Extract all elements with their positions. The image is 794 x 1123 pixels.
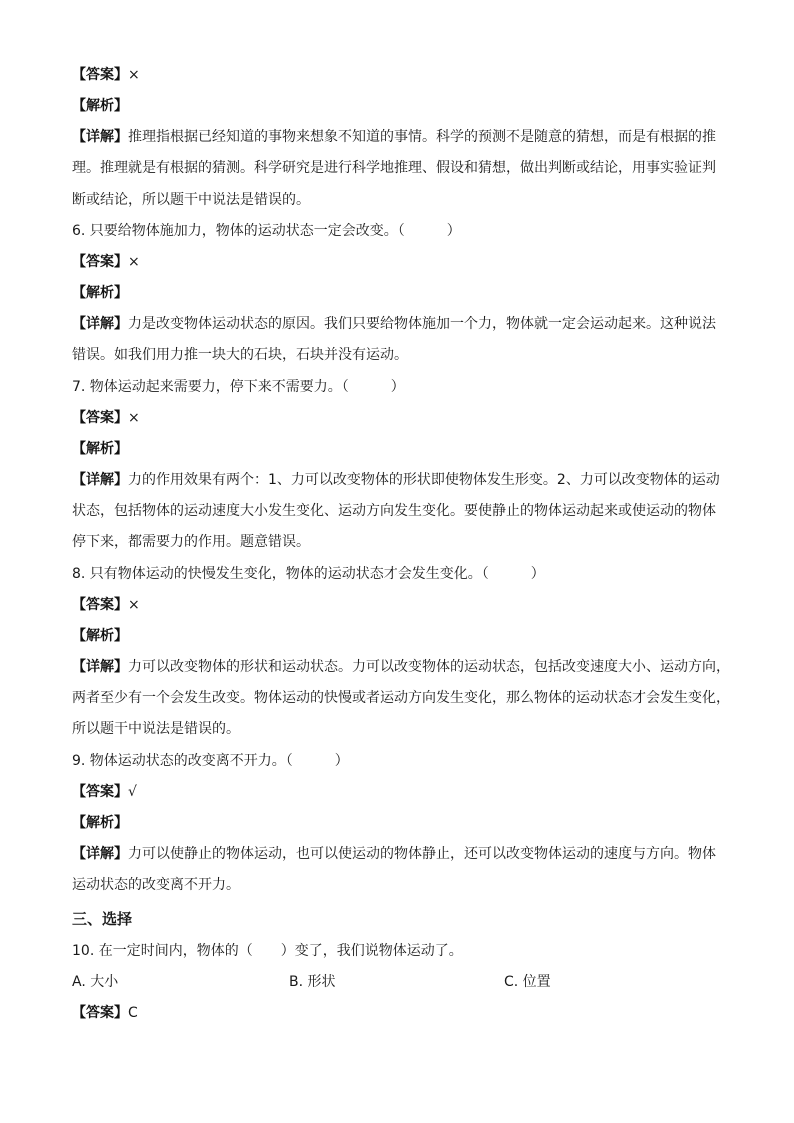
- q8-analysis: [72, 626, 724, 646]
- q5-detail-1: [72, 127, 724, 147]
- line-text: 错误。如我们用力推一块大的石块，石块并没有运动。: [72, 347, 408, 363]
- q10-answer: [72, 1003, 724, 1023]
- option-c: C. 位置: [504, 974, 551, 990]
- label-tag: 【解析】: [72, 441, 128, 457]
- label-tag: 【答案】: [72, 254, 128, 270]
- label-tag: 【解析】: [72, 285, 128, 301]
- label-tag: 【详解】: [72, 316, 128, 332]
- answer-value: C: [128, 1005, 138, 1021]
- line-text: 停下来，都需要力的作用。题意错误。: [72, 534, 310, 550]
- q7-question: [72, 377, 724, 397]
- q8-answer: [72, 595, 724, 615]
- q8-detail-3: [72, 719, 724, 739]
- answer-tag: 【答案】: [72, 1005, 128, 1021]
- q5-analysis: [72, 96, 724, 116]
- q7-analysis: [72, 439, 724, 459]
- q5-detail-2: [72, 158, 724, 178]
- q8-detail-2: [72, 688, 730, 708]
- line-text: 7. 物体运动起来需要力，停下来不需要力。（ ）: [72, 379, 405, 395]
- label-tag: 【详解】: [72, 129, 128, 145]
- line-text: 两者至少有一个会发生改变。物体运动的快慢或者运动方向发生变化，那么物体的运动状态才会发生变化，: [72, 690, 730, 706]
- q6-analysis: [72, 283, 724, 303]
- line-text: 力可以使静止的物体运动，也可以使运动的物体静止，还可以改变物体运动的速度与方向。物体: [128, 846, 716, 862]
- line-text: 断或结论，所以题干中说法是错误的。: [72, 192, 310, 208]
- q7-detail-1: [72, 470, 724, 490]
- label-tag: 【解析】: [72, 815, 128, 831]
- q9-detail-2: [72, 875, 724, 895]
- line-text: 力可以改变物体的形状和运动状态。力可以改变物体的运动状态，包括改变速度大小、运动方向，: [128, 659, 730, 675]
- q9-answer: [72, 782, 724, 802]
- label-tag: 【解析】: [72, 628, 128, 644]
- q8-detail-1: [72, 657, 730, 677]
- q5-answer: [72, 65, 724, 85]
- label-tag: 【答案】: [72, 67, 128, 83]
- label-tag: 【详解】: [72, 659, 128, 675]
- option-b: B. 形状: [289, 974, 336, 990]
- q7-answer: [72, 408, 724, 428]
- line-text: √: [128, 784, 137, 800]
- line-text: 力是改变物体运动状态的原因。我们只要给物体施加一个力，物体就一定会运动起来。这种说法: [128, 316, 716, 332]
- label-tag: 【详解】: [72, 472, 128, 488]
- label-tag: 【解析】: [72, 98, 128, 114]
- label-tag: 【详解】: [72, 846, 128, 862]
- section-heading: 三、选择: [72, 910, 133, 928]
- q6-detail-2: [72, 345, 724, 365]
- line-text: 推理指根据已经知道的事物来想象不知道的事情。科学的预测不是随意的猜想，而是有根据的推: [128, 129, 716, 145]
- q6-detail-1: [72, 314, 724, 334]
- question-10: 10. 在一定时间内，物体的（ ）变了，我们说物体运动了。: [72, 943, 463, 959]
- line-text: 理。推理就是有根据的猜测。科学研究是进行科学地推理、假设和猜想，做出判断或结论，用事实验证判: [72, 160, 716, 176]
- line-text: 所以题干中说法是错误的。: [72, 721, 240, 737]
- line-text: ×: [128, 67, 140, 83]
- line-text: 力的作用效果有两个：1、力可以改变物体的形状即使物体发生形变。2、力可以改变物体的运动: [128, 472, 720, 488]
- q9-question: [72, 751, 724, 771]
- q6-question: [72, 221, 724, 241]
- q9-analysis: [72, 813, 724, 833]
- line-text: ×: [128, 597, 140, 613]
- line-text: 6. 只要给物体施加力，物体的运动状态一定会改变。（ ）: [72, 223, 461, 239]
- label-tag: 【答案】: [72, 597, 128, 613]
- line-text: ×: [128, 254, 140, 270]
- q8-question: [72, 564, 724, 584]
- q5-detail-3: [72, 190, 724, 210]
- q9-detail-1: [72, 844, 724, 864]
- q6-answer: [72, 252, 724, 272]
- label-tag: 【答案】: [72, 410, 128, 426]
- line-text: 8. 只有物体运动的快慢发生变化，物体的运动状态才会发生变化。（ ）: [72, 566, 545, 582]
- line-text: ×: [128, 410, 140, 426]
- line-text: 运动状态的改变离不开力。: [72, 877, 240, 893]
- line-text: 状态，包括物体的运动速度大小发生变化、运动方向发生变化。要使静止的物体运动起来或使运动的物体: [72, 503, 716, 519]
- q7-detail-2: [72, 501, 724, 521]
- label-tag: 【答案】: [72, 784, 128, 800]
- q7-detail-3: [72, 532, 724, 552]
- line-text: 9. 物体运动状态的改变离不开力。（ ）: [72, 753, 349, 769]
- option-a: A. 大小: [72, 974, 119, 990]
